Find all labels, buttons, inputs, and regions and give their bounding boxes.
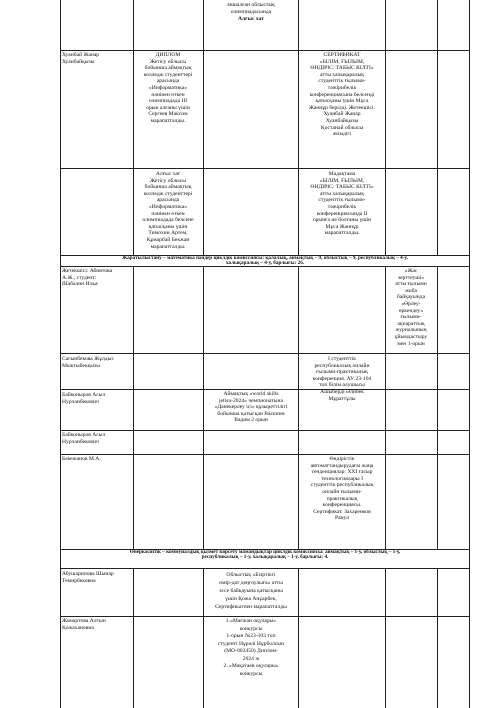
row-line: [60, 266, 470, 267]
top-fragment-text: аншалған облыстық олимпиадасында: [227, 2, 275, 15]
col-line: [437, 568, 438, 708]
col-line: [437, 0, 438, 255]
col-line: [437, 266, 438, 549]
row-line: [60, 168, 470, 169]
table-border-left: [60, 0, 61, 708]
row4-name: Сагынбекова Жұлдыз Мыктыбекқызы: [62, 356, 114, 369]
col-line: [298, 568, 299, 708]
row5-champ: Аймақтық «world skills jetisu-2024» чемпионатына «Дәнекерлеу ісі» құзыреттілігі бойынша қатысқан Васкиин Вадим 2 орын: [214, 391, 288, 424]
row1-diploma: ДИПЛОМ Жетісу облысы бойынша аймақтық колледж студенттері арасында «Информатика» пәнінен өткен олимпиадада III орын алғаны үшін Сергеев Максим марапатталды.: [143, 52, 193, 124]
commission-header-2: Өнеркәсіптік – коммуналдық қызмет көрсету мамандықтар циклдік комиссиясы: аймақтық – 1-у, облыстық – 1-у, республикалық – 1-у, халықаралық – 1-у, барлығы: 4.: [129, 549, 401, 560]
col-line: [133, 0, 134, 255]
row-line: [60, 353, 470, 354]
row4-conference: I студенттік республикалық онлайн ғылыми-практикалық конференция. АУ 23-104 топ білім алушысы Ашыбердi Әлибек Мұраттұлы: [312, 356, 372, 402]
col-line: [133, 266, 134, 549]
row9-readers: 1.«Мағжан оқулары» конкурсы 1-орын №23-103 топ студенті Нұрәлі Нұрболсын (МО-002450) Диплом- 2024 ж 2. «Мақатаев оқулары» конкурсы: [217, 618, 285, 677]
row7-conference: Өндірістік автоматтандырудағы жаңа тенденциялар: XXI ғасыр технологиялары I студенттік республикалық онлайн ғылыми- практикалық конференциясы. Сертификат. Захаренков Раиул: [310, 456, 374, 522]
row2-letter: Алғыс хат Жетісу облысы бойынша аймақтық колледж студенттері арасында «Информатика» пәнінен өткен олимпиадада белсене қатысқаны үшін Тимохин Артем, Құмарбай Бекжан марапатталды.: [142, 171, 194, 250]
row5-name: Байконыров Асыл Нурланбекович: [62, 392, 106, 405]
row-line: [60, 616, 470, 617]
row9-name: Жомартова Алтын Қожахановна: [62, 618, 106, 631]
col-line: [298, 266, 299, 549]
row2-medal: Мадақтама «БІЛІМ, ҒЫЛЫМ, ӨНДІРІС: ТАБЫС КІЛТІ» атты халықаралық студенттік ғылыми- тәжірибелік конференциясында II орынға ие болғаны үшін Мұса Жаннұр марапатталды.: [310, 171, 374, 237]
row3-journal: «Жас зерттеуші» атты ғылыми жоба байқауында «Өрлеу- өркендеу» ғылыми- ақпараттық журналының ұйымдастыру мен 1-орын: [394, 268, 428, 347]
col-line: [385, 0, 386, 255]
row-line: [60, 389, 470, 390]
row8-name: Абушарипова Шынар Темирбековна: [62, 571, 114, 584]
row7-name: Бекежанов М.А.: [62, 456, 101, 462]
row-line: [60, 568, 470, 569]
row-line: [60, 50, 470, 51]
row8-essay: Облыстық «Бізртікгі өмір-дат деңгоулыға» атты эссе байқауына қатысқаны үшін Қожа Анұарбек, Сертификатпен марапатталды: [215, 572, 287, 610]
col-line: [133, 568, 134, 708]
row3-name: Жетекшісі: Абиятова А.Ж., студент: Шабалин Илья: [62, 268, 113, 288]
row6-name: Байконыров Асыл Нурланбекович: [62, 432, 106, 445]
col-line: [203, 0, 204, 255]
col-line: [385, 568, 386, 708]
row1-certificate: СЕРТИФИКАТ «БІЛІМ, ҒЫЛЫМ, ӨНДІРІС: ТАБЫС КІЛТІ» атты халықаралық студенттік ғылыми- тәжірибелік конференциясына белсенді қатысқаны үшін Мұса Жаннұр берілді. Жетекшісі: Хуанбай Жанар Хуанбайқызы Қостанай облысы әкімдігі: [308, 52, 376, 138]
row-line: [60, 454, 470, 455]
row1-name: Хуанбай Жанар Хуанбайқызы: [62, 52, 100, 65]
top-letter-label: Алғыс хат: [237, 16, 265, 22]
commission-header-1: Жаратылыстану – математика пәндер циклдік комиссиясы: қалалық, аймақтық – 9, облыстық – 9, республикалық – 4-у, халықаралық – 4-у, барлығы: 26.: [122, 255, 408, 266]
row-line: [60, 430, 470, 431]
col-line: [298, 0, 299, 255]
table-border-right: [469, 0, 470, 708]
